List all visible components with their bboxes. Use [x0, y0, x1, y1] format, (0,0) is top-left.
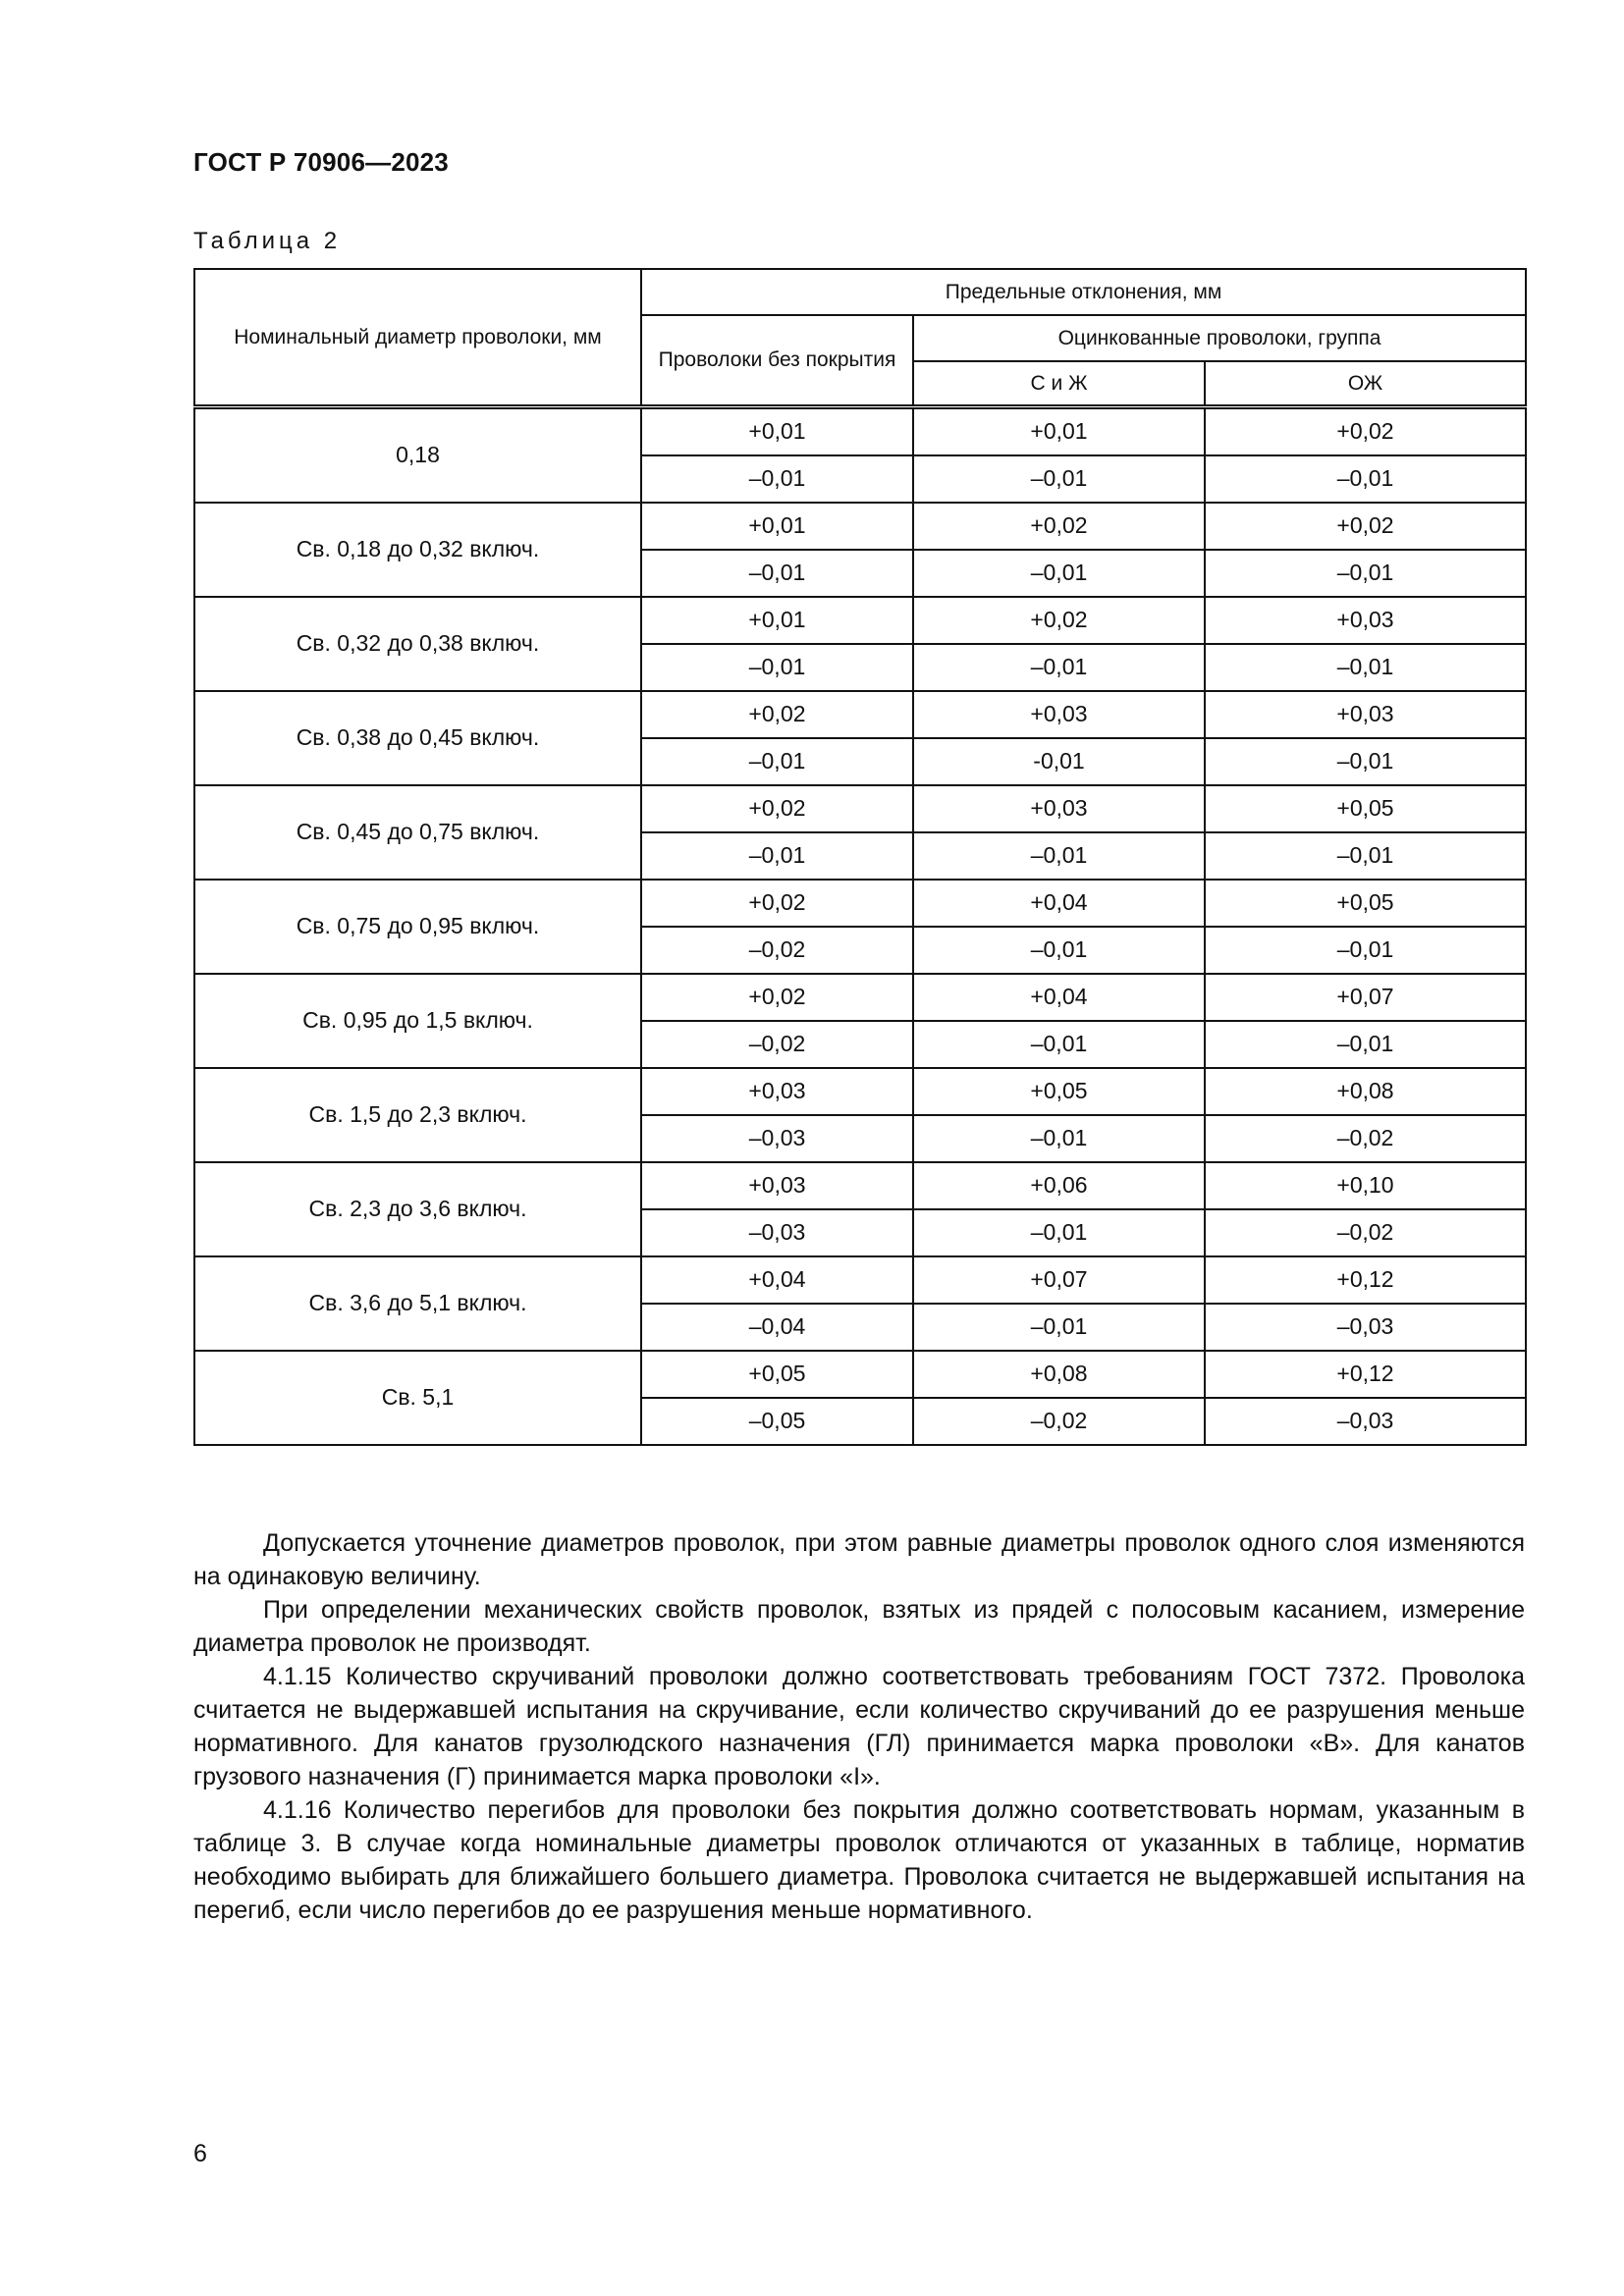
group-ozh-plus-cell: +0,03 [1205, 597, 1526, 644]
uncoated-plus-cell: +0,01 [641, 503, 913, 550]
group-ozh-plus-cell: +0,03 [1205, 691, 1526, 738]
group-ozh-minus-cell: –0,02 [1205, 1209, 1526, 1256]
nominal-diameter-cell: Св. 0,32 до 0,38 включ. [194, 597, 641, 691]
group-sz-plus-cell: +0,03 [913, 691, 1205, 738]
uncoated-plus-cell: +0,02 [641, 974, 913, 1021]
table-header [194, 269, 1526, 407]
group-sz-minus-cell: –0,01 [913, 550, 1205, 597]
header-nominal-diameter: Номинальный диаметр проволоки, мм [194, 269, 641, 407]
group-sz-plus-cell: +0,02 [913, 597, 1205, 644]
group-sz-plus-cell: +0,08 [913, 1351, 1205, 1398]
paragraph: 4.1.15 Количество скручиваний проволоки должно соответствовать требованиям ГОСТ 7372. Проволока считается не выдержавшей испытания на скручивание, если количество скручиваний до ее разрушения меньше нормативного. Для канатов грузолюдского назначения (ГЛ) принимается марка проволоки «В». Для канатов грузового назначения (Г) принимается марка проволоки «I». [193, 1663, 1525, 1790]
group-ozh-plus-cell: +0,02 [1205, 407, 1526, 456]
group-ozh-plus-cell: +0,02 [1205, 503, 1526, 550]
table-row [194, 1162, 1526, 1209]
body-text [193, 1526, 1525, 1927]
group-ozh-plus-cell: +0,12 [1205, 1256, 1526, 1304]
group-sz-plus-cell: +0,05 [913, 1068, 1205, 1115]
paragraph: При определении механических свойств проволок, взятых из прядей с полосовым касанием, измерение диаметра проволок не производят. [193, 1596, 1525, 1657]
group-ozh-minus-cell: –0,03 [1205, 1304, 1526, 1351]
uncoated-minus-cell: –0,02 [641, 1021, 913, 1068]
group-sz-minus-cell: –0,01 [913, 1209, 1205, 1256]
group-sz-minus-cell: –0,01 [913, 1304, 1205, 1351]
group-sz-minus-cell: –0,01 [913, 1115, 1205, 1162]
table-caption: Таблица 2 [193, 228, 342, 254]
tolerance-table [193, 268, 1527, 1446]
group-ozh-plus-cell: +0,12 [1205, 1351, 1526, 1398]
header-group-ozh: ОЖ [1205, 361, 1526, 407]
table-row [194, 407, 1526, 456]
page-number: 6 [193, 2140, 207, 2167]
table-row [194, 597, 1526, 644]
uncoated-plus-cell: +0,01 [641, 407, 913, 456]
group-sz-minus-cell: –0,02 [913, 1398, 1205, 1445]
table-row [194, 1351, 1526, 1398]
nominal-diameter-cell: Св. 0,95 до 1,5 включ. [194, 974, 641, 1068]
uncoated-plus-cell: +0,02 [641, 880, 913, 927]
paragraph: 4.1.16 Количество перегибов для проволоки без покрытия должно соответствовать нормам, указанным в таблице 3. В случае когда номинальные диаметры проволок отличаются от указанных в таблице, норматив необходимо выбирать для ближайшего большего диаметра. Проволока считается не выдержавшей испытания на перегиб, если число перегибов до ее разрушения меньше нормативного. [193, 1796, 1525, 1924]
header-galvanized: Оцинкованные проволоки, группа [913, 315, 1526, 361]
nominal-diameter-cell: Св. 1,5 до 2,3 включ. [194, 1068, 641, 1162]
nominal-diameter-cell: Св. 0,18 до 0,32 включ. [194, 503, 641, 597]
group-sz-minus-cell: –0,01 [913, 455, 1205, 503]
table-row [194, 974, 1526, 1021]
group-ozh-plus-cell: +0,10 [1205, 1162, 1526, 1209]
uncoated-plus-cell: +0,03 [641, 1068, 913, 1115]
nominal-diameter-cell: Св. 3,6 до 5,1 включ. [194, 1256, 641, 1351]
header-group-sz: С и Ж [913, 361, 1205, 407]
uncoated-minus-cell: –0,01 [641, 455, 913, 503]
table-body [194, 407, 1526, 1446]
nominal-diameter-cell: 0,18 [194, 407, 641, 504]
uncoated-plus-cell: +0,02 [641, 785, 913, 832]
table-row [194, 785, 1526, 832]
group-ozh-minus-cell: –0,01 [1205, 1021, 1526, 1068]
group-ozh-plus-cell: +0,07 [1205, 974, 1526, 1021]
group-sz-minus-cell: -0,01 [913, 738, 1205, 785]
group-sz-plus-cell: +0,03 [913, 785, 1205, 832]
uncoated-plus-cell: +0,03 [641, 1162, 913, 1209]
group-ozh-minus-cell: –0,01 [1205, 738, 1526, 785]
group-ozh-minus-cell: –0,01 [1205, 832, 1526, 880]
paragraph: Допускается уточнение диаметров проволок, при этом равные диаметры проволок одного слоя изменяются на одинаковую величину. [193, 1529, 1525, 1590]
group-ozh-minus-cell: –0,02 [1205, 1115, 1526, 1162]
group-sz-minus-cell: –0,01 [913, 644, 1205, 691]
table-row [194, 1256, 1526, 1304]
group-ozh-minus-cell: –0,01 [1205, 455, 1526, 503]
uncoated-plus-cell: +0,04 [641, 1256, 913, 1304]
nominal-diameter-cell: Св. 2,3 до 3,6 включ. [194, 1162, 641, 1256]
group-sz-plus-cell: +0,06 [913, 1162, 1205, 1209]
group-sz-plus-cell: +0,04 [913, 880, 1205, 927]
nominal-diameter-cell: Св. 5,1 [194, 1351, 641, 1445]
group-sz-plus-cell: +0,01 [913, 407, 1205, 456]
uncoated-minus-cell: –0,02 [641, 927, 913, 974]
group-sz-plus-cell: +0,07 [913, 1256, 1205, 1304]
uncoated-plus-cell: +0,01 [641, 597, 913, 644]
uncoated-plus-cell: +0,05 [641, 1351, 913, 1398]
group-ozh-minus-cell: –0,01 [1205, 927, 1526, 974]
uncoated-minus-cell: –0,01 [641, 832, 913, 880]
group-ozh-minus-cell: –0,03 [1205, 1398, 1526, 1445]
nominal-diameter-cell: Св. 0,45 до 0,75 включ. [194, 785, 641, 880]
group-sz-minus-cell: –0,01 [913, 1021, 1205, 1068]
group-sz-minus-cell: –0,01 [913, 927, 1205, 974]
group-sz-plus-cell: +0,04 [913, 974, 1205, 1021]
header-deviations: Предельные отклонения, мм [641, 269, 1526, 315]
group-ozh-plus-cell: +0,05 [1205, 880, 1526, 927]
group-ozh-minus-cell: –0,01 [1205, 644, 1526, 691]
group-ozh-plus-cell: +0,08 [1205, 1068, 1526, 1115]
uncoated-minus-cell: –0,03 [641, 1115, 913, 1162]
uncoated-minus-cell: –0,03 [641, 1209, 913, 1256]
group-sz-minus-cell: –0,01 [913, 832, 1205, 880]
uncoated-minus-cell: –0,04 [641, 1304, 913, 1351]
uncoated-minus-cell: –0,01 [641, 738, 913, 785]
table-row [194, 503, 1526, 550]
header-uncoated: Проволоки без покрытия [641, 315, 913, 407]
table-row [194, 691, 1526, 738]
table-row [194, 880, 1526, 927]
document-code: ГОСТ Р 70906—2023 [193, 147, 449, 177]
group-sz-plus-cell: +0,02 [913, 503, 1205, 550]
table-row [194, 1068, 1526, 1115]
group-ozh-plus-cell: +0,05 [1205, 785, 1526, 832]
uncoated-minus-cell: –0,01 [641, 550, 913, 597]
uncoated-minus-cell: –0,05 [641, 1398, 913, 1445]
uncoated-minus-cell: –0,01 [641, 644, 913, 691]
nominal-diameter-cell: Св. 0,38 до 0,45 включ. [194, 691, 641, 785]
group-ozh-minus-cell: –0,01 [1205, 550, 1526, 597]
nominal-diameter-cell: Св. 0,75 до 0,95 включ. [194, 880, 641, 974]
uncoated-plus-cell: +0,02 [641, 691, 913, 738]
